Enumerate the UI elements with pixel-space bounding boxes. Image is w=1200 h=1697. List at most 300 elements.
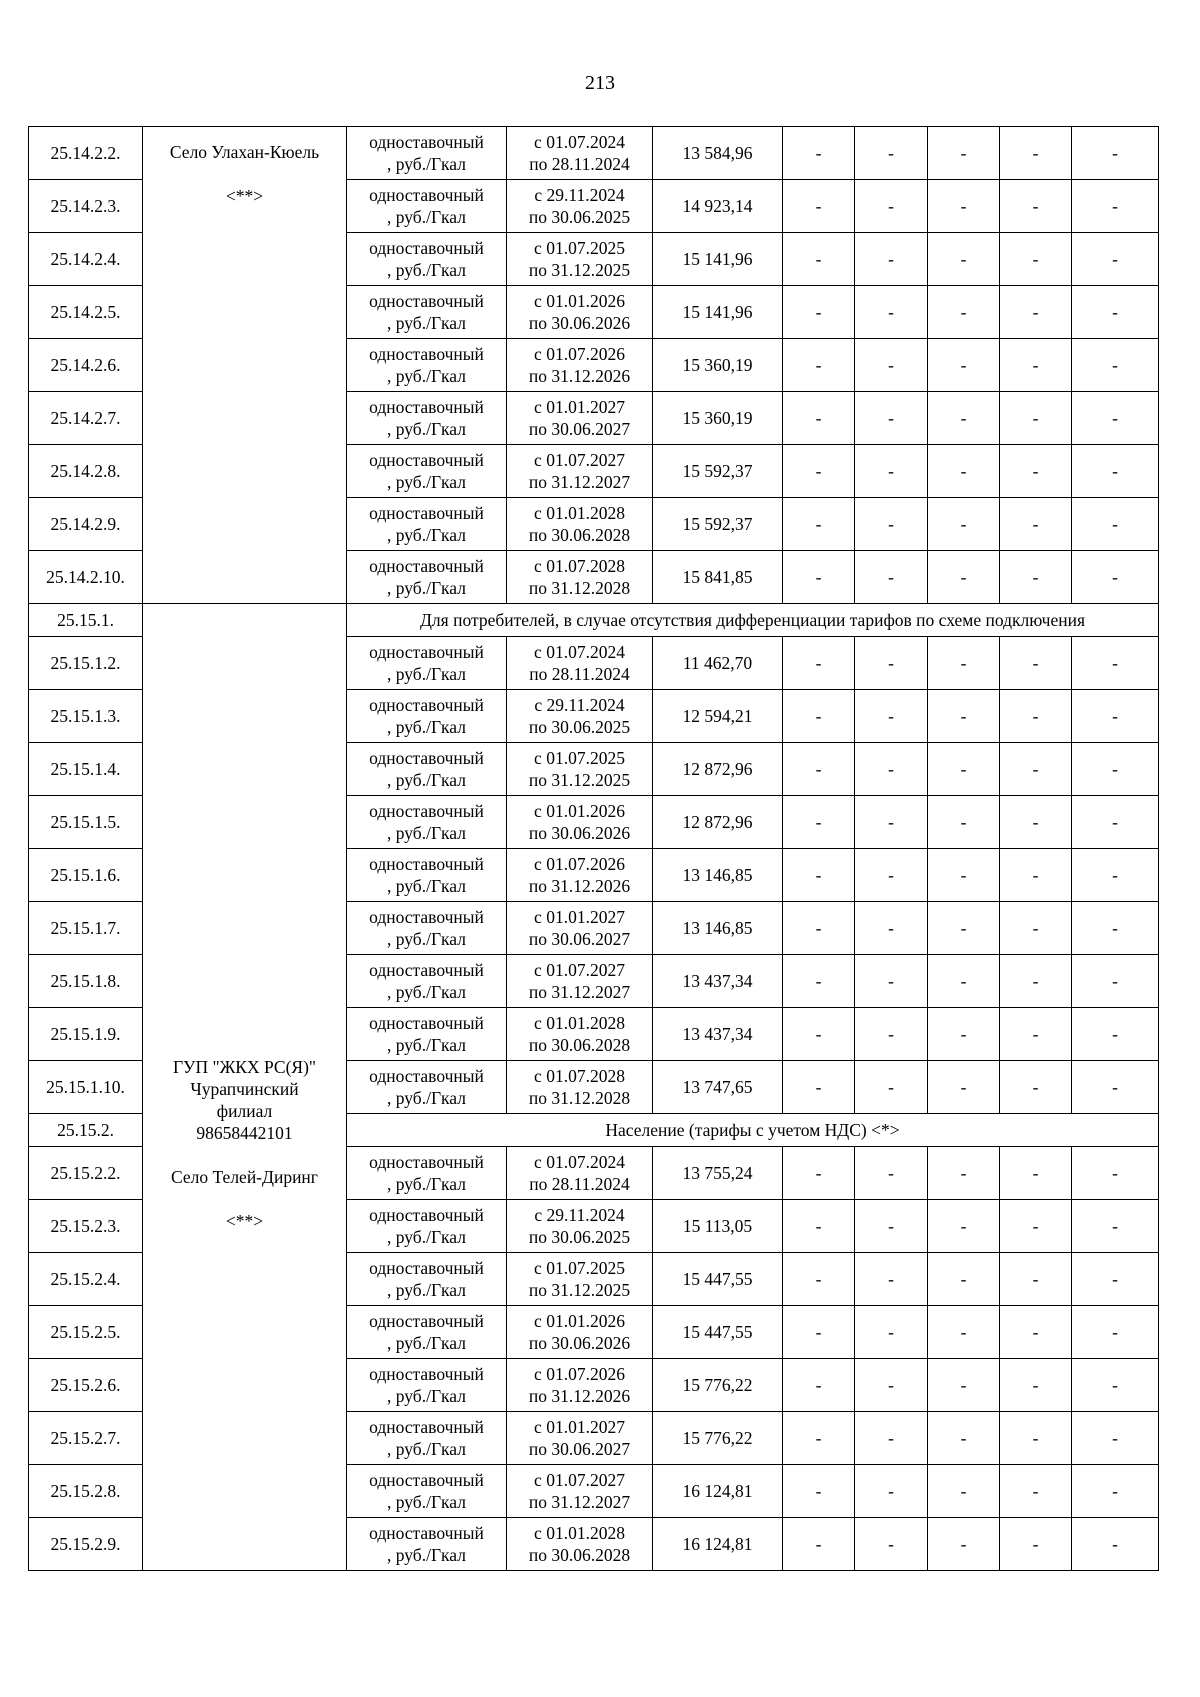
row-number: 25.15.1.8.	[29, 955, 143, 1008]
empty-value: -	[928, 1147, 1000, 1200]
tariff-type-line1: одноставочный	[369, 1523, 484, 1543]
row-number: 25.14.2.10.	[29, 551, 143, 604]
tariff-value: 15 360,19	[653, 392, 783, 445]
tariff-type	[347, 637, 507, 690]
empty-value: -	[783, 1008, 855, 1061]
tariff-type-line1: одноставочный	[369, 960, 484, 980]
period-to: по 31.12.2028	[528, 578, 631, 598]
empty-value: -	[1072, 127, 1159, 180]
empty-value: -	[928, 392, 1000, 445]
tariff-value: 13 146,85	[653, 849, 783, 902]
tariff-type	[347, 286, 507, 339]
period-to: по 31.12.2025	[528, 260, 631, 280]
tariff-type	[347, 796, 507, 849]
tariff-type-line2: , руб./Гкал	[387, 366, 466, 386]
tariff-type	[347, 1061, 507, 1114]
tariff-value: 12 872,96	[653, 743, 783, 796]
period-from: с 01.07.2027	[534, 450, 625, 470]
empty-value: -	[783, 796, 855, 849]
empty-value: -	[783, 1253, 855, 1306]
empty-value: -	[1000, 637, 1072, 690]
empty-value: -	[855, 1465, 928, 1518]
period-from: с 29.11.2024	[534, 185, 625, 205]
empty-value: -	[1000, 551, 1072, 604]
empty-value: -	[783, 1412, 855, 1465]
empty-value: -	[1072, 955, 1159, 1008]
empty-value: -	[783, 127, 855, 180]
empty-value: -	[783, 690, 855, 743]
period-to: по 30.06.2027	[528, 1439, 631, 1459]
empty-value: -	[1072, 1200, 1159, 1253]
organization-name-line1: ГУП "ЖКХ РС(Я)"	[172, 1057, 317, 1077]
row-number: 25.14.2.2.	[29, 127, 143, 180]
empty-value: -	[928, 445, 1000, 498]
period	[507, 690, 653, 743]
row-number: 25.15.1.9.	[29, 1008, 143, 1061]
period	[507, 392, 653, 445]
tariff-value: 15 776,22	[653, 1412, 783, 1465]
empty-value: -	[1072, 902, 1159, 955]
tariff-type-line2: , руб./Гкал	[387, 1545, 466, 1565]
empty-value: -	[1000, 743, 1072, 796]
empty-value: -	[855, 637, 928, 690]
empty-value: -	[928, 690, 1000, 743]
empty-value: -	[783, 180, 855, 233]
tariff-value: 15 360,19	[653, 339, 783, 392]
empty-value: -	[1072, 1306, 1159, 1359]
period	[507, 127, 653, 180]
tariff-type-line2: , руб./Гкал	[387, 154, 466, 174]
row-number: 25.14.2.3.	[29, 180, 143, 233]
tariff-type	[347, 1518, 507, 1571]
tariff-type	[347, 233, 507, 286]
empty-value: -	[928, 1518, 1000, 1571]
empty-value: -	[928, 637, 1000, 690]
empty-value: -	[855, 902, 928, 955]
period	[507, 1200, 653, 1253]
tariff-type-line2: , руб./Гкал	[387, 876, 466, 896]
period	[507, 1518, 653, 1571]
tariff-type-line1: одноставочный	[369, 1311, 484, 1331]
organization-name-line3: филиал	[216, 1101, 273, 1121]
tariff-value: 15 592,37	[653, 498, 783, 551]
tariff-type-line2: , руб./Гкал	[387, 1174, 466, 1194]
section-row	[29, 604, 1159, 637]
empty-value: -	[855, 392, 928, 445]
empty-value: -	[1072, 1061, 1159, 1114]
location-note: <**>	[225, 186, 264, 206]
empty-value: -	[928, 1061, 1000, 1114]
empty-value: -	[1000, 955, 1072, 1008]
tariff-value: 15 113,05	[653, 1200, 783, 1253]
table-row	[29, 127, 1159, 180]
empty-value: -	[783, 1147, 855, 1200]
empty-value: -	[855, 127, 928, 180]
organization-name-line2: Чурапчинский	[190, 1079, 299, 1099]
section-number: 25.15.1.	[29, 604, 143, 637]
tariff-type-line2: , руб./Гкал	[387, 525, 466, 545]
period	[507, 233, 653, 286]
row-number: 25.15.2.4.	[29, 1253, 143, 1306]
tariff-type-line1: одноставочный	[369, 185, 484, 205]
empty-value: -	[855, 955, 928, 1008]
empty-value: -	[928, 1008, 1000, 1061]
empty-value: -	[1000, 498, 1072, 551]
period-to: по 28.11.2024	[529, 1174, 630, 1194]
empty-value: -	[1000, 1465, 1072, 1518]
period	[507, 902, 653, 955]
tariff-type-line2: , руб./Гкал	[387, 664, 466, 684]
period-from: с 01.01.2028	[534, 1013, 625, 1033]
tariff-type-line2: , руб./Гкал	[387, 1333, 466, 1353]
tariff-value: 16 124,81	[653, 1465, 783, 1518]
empty-value: -	[855, 1147, 928, 1200]
tariff-type-line1: одноставочный	[369, 291, 484, 311]
tariff-type-line1: одноставочный	[369, 503, 484, 523]
period-from: с 01.01.2026	[534, 801, 625, 821]
empty-value: -	[783, 445, 855, 498]
empty-value: -	[1072, 498, 1159, 551]
tariff-type-line2: , руб./Гкал	[387, 982, 466, 1002]
period-to: по 30.06.2027	[528, 929, 631, 949]
tariff-type-line1: одноставочный	[369, 556, 484, 576]
row-number: 25.15.1.6.	[29, 849, 143, 902]
period-to: по 30.06.2025	[528, 1227, 631, 1247]
period-to: по 30.06.2026	[528, 823, 631, 843]
period	[507, 1147, 653, 1200]
period-from: с 01.07.2024	[534, 642, 625, 662]
empty-value: -	[1000, 1518, 1072, 1571]
empty-value: -	[1072, 1412, 1159, 1465]
tariff-type	[347, 339, 507, 392]
empty-value: -	[855, 233, 928, 286]
period-from: с 01.07.2025	[534, 748, 625, 768]
empty-value: -	[855, 1253, 928, 1306]
tariff-type-line2: , руб./Гкал	[387, 260, 466, 280]
table-body	[29, 127, 1159, 1571]
row-number: 25.14.2.6.	[29, 339, 143, 392]
tariff-value: 13 584,96	[653, 127, 783, 180]
empty-value: -	[1072, 180, 1159, 233]
period-from: с 01.07.2024	[534, 132, 625, 152]
empty-value: -	[1072, 339, 1159, 392]
empty-value: -	[1072, 392, 1159, 445]
tariff-value: 15 592,37	[653, 445, 783, 498]
period-from: с 01.01.2028	[534, 1523, 625, 1543]
empty-value: -	[855, 1306, 928, 1359]
empty-value: -	[1000, 1008, 1072, 1061]
tariff-value: 13 437,34	[653, 955, 783, 1008]
tariff-value: 13 437,34	[653, 1008, 783, 1061]
empty-value: -	[1072, 551, 1159, 604]
row-number: 25.15.2.3.	[29, 1200, 143, 1253]
tariff-value: 11 462,70	[653, 637, 783, 690]
tariff-value: 15 841,85	[653, 551, 783, 604]
tariff-type-line1: одноставочный	[369, 748, 484, 768]
period-from: с 01.07.2026	[534, 854, 625, 874]
tariff-type-line1: одноставочный	[369, 450, 484, 470]
empty-value: -	[1000, 1306, 1072, 1359]
tariff-type-line1: одноставочный	[369, 344, 484, 364]
tariff-type-line2: , руб./Гкал	[387, 1227, 466, 1247]
empty-value: -	[1072, 796, 1159, 849]
period	[507, 1359, 653, 1412]
tariff-type-line2: , руб./Гкал	[387, 207, 466, 227]
empty-value: -	[1000, 127, 1072, 180]
empty-value: -	[855, 743, 928, 796]
tariff-type	[347, 127, 507, 180]
tariff-type	[347, 1306, 507, 1359]
row-number: 25.14.2.7.	[29, 392, 143, 445]
tariff-type-line2: , руб./Гкал	[387, 929, 466, 949]
row-number: 25.15.2.2.	[29, 1147, 143, 1200]
location-name: Село Улахан-Кюель	[169, 142, 320, 162]
period-to: по 31.12.2026	[528, 366, 631, 386]
organization-cell	[143, 127, 347, 604]
empty-value: -	[1072, 1253, 1159, 1306]
organization-cell	[143, 604, 347, 1571]
period-to: по 30.06.2025	[528, 207, 631, 227]
tariff-value: 15 447,55	[653, 1306, 783, 1359]
period-to: по 31.12.2025	[528, 770, 631, 790]
tariff-value: 15 141,96	[653, 233, 783, 286]
empty-value: -	[1000, 1147, 1072, 1200]
empty-value: -	[855, 796, 928, 849]
tariff-type-line1: одноставочный	[369, 397, 484, 417]
empty-value: -	[1000, 339, 1072, 392]
empty-value: -	[928, 955, 1000, 1008]
row-number: 25.15.1.10.	[29, 1061, 143, 1114]
tariff-type-line2: , руб./Гкал	[387, 1386, 466, 1406]
empty-value: -	[928, 796, 1000, 849]
tariff-type-line2: , руб./Гкал	[387, 823, 466, 843]
period-from: с 01.07.2024	[534, 1152, 625, 1172]
empty-value: -	[1072, 286, 1159, 339]
period-from: с 01.07.2025	[534, 1258, 625, 1278]
period	[507, 1008, 653, 1061]
tariff-value: 13 146,85	[653, 902, 783, 955]
empty-value: -	[1072, 690, 1159, 743]
tariff-value: 13 747,65	[653, 1061, 783, 1114]
empty-value: -	[855, 1518, 928, 1571]
period	[507, 1465, 653, 1518]
period-from: с 01.07.2025	[534, 238, 625, 258]
empty-value: -	[855, 849, 928, 902]
tariff-type-line1: одноставочный	[369, 1152, 484, 1172]
empty-value: -	[928, 1306, 1000, 1359]
empty-value: -	[928, 1359, 1000, 1412]
empty-value: -	[1072, 1518, 1159, 1571]
period-from: с 01.07.2026	[534, 344, 625, 364]
row-number: 25.15.2.8.	[29, 1465, 143, 1518]
period-to: по 30.06.2028	[528, 1545, 631, 1565]
tariff-type	[347, 1008, 507, 1061]
period-from: с 01.01.2027	[534, 907, 625, 927]
tariff-type	[347, 1359, 507, 1412]
empty-value: -	[855, 1061, 928, 1114]
row-number: 25.14.2.9.	[29, 498, 143, 551]
empty-value: -	[1000, 233, 1072, 286]
period-to: по 28.11.2024	[529, 664, 630, 684]
tariff-type	[347, 445, 507, 498]
tariff-type	[347, 1200, 507, 1253]
tariff-type-line1: одноставочный	[369, 1417, 484, 1437]
period-to: по 31.12.2027	[528, 1492, 631, 1512]
tariff-value: 15 776,22	[653, 1359, 783, 1412]
page-number: 213	[585, 72, 615, 94]
empty-value: -	[1072, 637, 1159, 690]
tariff-type-line1: одноставочный	[369, 642, 484, 662]
empty-value: -	[1000, 902, 1072, 955]
tariff-type-line1: одноставочный	[369, 854, 484, 874]
empty-value: -	[1000, 1359, 1072, 1412]
tariff-type	[347, 180, 507, 233]
period	[507, 445, 653, 498]
period-to: по 30.06.2025	[528, 717, 631, 737]
period	[507, 637, 653, 690]
period-to: по 31.12.2027	[528, 472, 631, 492]
empty-value: -	[1000, 690, 1072, 743]
empty-value: -	[1072, 849, 1159, 902]
tariff-type-line2: , руб./Гкал	[387, 770, 466, 790]
tariff-type	[347, 392, 507, 445]
empty-value: -	[1000, 796, 1072, 849]
period	[507, 498, 653, 551]
tariff-value: 15 447,55	[653, 1253, 783, 1306]
period-to: по 31.12.2027	[528, 982, 631, 1002]
empty-value: -	[855, 445, 928, 498]
empty-value: -	[855, 1008, 928, 1061]
tariff-type-line1: одноставочный	[369, 1364, 484, 1384]
tariff-value: 12 594,21	[653, 690, 783, 743]
empty-value: -	[783, 286, 855, 339]
period	[507, 1306, 653, 1359]
tariff-type	[347, 551, 507, 604]
tariff-type-line1: одноставочный	[369, 907, 484, 927]
empty-value: -	[928, 1412, 1000, 1465]
tariff-value: 16 124,81	[653, 1518, 783, 1571]
row-number: 25.15.2.5.	[29, 1306, 143, 1359]
period	[507, 339, 653, 392]
period	[507, 1253, 653, 1306]
row-number: 25.14.2.8.	[29, 445, 143, 498]
tariff-type	[347, 1147, 507, 1200]
empty-value: -	[1072, 1147, 1159, 1200]
period	[507, 796, 653, 849]
period-from: с 29.11.2024	[534, 695, 625, 715]
row-number: 25.15.1.2.	[29, 637, 143, 690]
empty-value: -	[783, 743, 855, 796]
tariff-type	[347, 743, 507, 796]
empty-value: -	[928, 1465, 1000, 1518]
period-from: с 01.01.2026	[534, 291, 625, 311]
empty-value: -	[855, 1359, 928, 1412]
row-number: 25.15.2.6.	[29, 1359, 143, 1412]
section-title: Население (тарифы с учетом НДС) <*>	[347, 1114, 1159, 1147]
empty-value: -	[1072, 1359, 1159, 1412]
tariff-type-line1: одноставочный	[369, 695, 484, 715]
organization-code: 98658442101	[196, 1123, 293, 1143]
row-number: 25.15.2.9.	[29, 1518, 143, 1571]
period	[507, 955, 653, 1008]
period-to: по 30.06.2028	[528, 525, 631, 545]
tariff-type	[347, 1253, 507, 1306]
tariff-type	[347, 690, 507, 743]
empty-value: -	[855, 1412, 928, 1465]
empty-value: -	[1072, 1008, 1159, 1061]
empty-value: -	[783, 1061, 855, 1114]
empty-value: -	[1000, 849, 1072, 902]
empty-value: -	[855, 339, 928, 392]
period-from: с 01.01.2027	[534, 1417, 625, 1437]
empty-value: -	[855, 551, 928, 604]
tariff-type-line2: , руб./Гкал	[387, 578, 466, 598]
tariff-type-line1: одноставочный	[369, 132, 484, 152]
empty-value: -	[783, 1306, 855, 1359]
tariff-type-line2: , руб./Гкал	[387, 1439, 466, 1459]
tariff-type-line1: одноставочный	[369, 1066, 484, 1086]
tariff-type-line2: , руб./Гкал	[387, 1035, 466, 1055]
tariff-type-line2: , руб./Гкал	[387, 717, 466, 737]
empty-value: -	[928, 849, 1000, 902]
period-to: по 31.12.2028	[528, 1088, 631, 1108]
empty-value: -	[855, 286, 928, 339]
empty-value: -	[928, 127, 1000, 180]
tariff-table	[28, 126, 1159, 1571]
empty-value: -	[783, 1359, 855, 1412]
empty-value: -	[928, 286, 1000, 339]
empty-value: -	[928, 743, 1000, 796]
tariff-type-line1: одноставочный	[369, 238, 484, 258]
empty-value: -	[1000, 1412, 1072, 1465]
period-from: с 29.11.2024	[534, 1205, 625, 1225]
period-to: по 31.12.2026	[528, 876, 631, 896]
location-name: Село Телей-Диринг	[171, 1167, 318, 1187]
empty-value: -	[928, 180, 1000, 233]
empty-value: -	[783, 955, 855, 1008]
tariff-type-line2: , руб./Гкал	[387, 472, 466, 492]
period-to: по 31.12.2025	[528, 1280, 631, 1300]
empty-value: -	[1072, 445, 1159, 498]
tariff-type	[347, 498, 507, 551]
tariff-type	[347, 1465, 507, 1518]
empty-value: -	[1000, 1253, 1072, 1306]
row-number: 25.14.2.4.	[29, 233, 143, 286]
empty-value: -	[928, 233, 1000, 286]
empty-value: -	[783, 1465, 855, 1518]
period-from: с 01.01.2027	[534, 397, 625, 417]
empty-value: -	[1072, 233, 1159, 286]
period-to: по 30.06.2027	[528, 419, 631, 439]
row-number: 25.15.2.7.	[29, 1412, 143, 1465]
period-from: с 01.01.2026	[534, 1311, 625, 1331]
tariff-type-line2: , руб./Гкал	[387, 313, 466, 333]
period	[507, 180, 653, 233]
empty-value: -	[928, 339, 1000, 392]
tariff-type-line2: , руб./Гкал	[387, 1492, 466, 1512]
period-from: с 01.07.2028	[534, 1066, 625, 1086]
period	[507, 1061, 653, 1114]
row-number: 25.14.2.5.	[29, 286, 143, 339]
location-note: <**>	[225, 1211, 264, 1231]
empty-value: -	[783, 233, 855, 286]
empty-value: -	[855, 690, 928, 743]
section-number: 25.15.2.	[29, 1114, 143, 1147]
tariff-type-line1: одноставочный	[369, 1205, 484, 1225]
tariff-type-line1: одноставочный	[369, 1013, 484, 1033]
empty-value: -	[928, 498, 1000, 551]
row-number: 25.15.1.3.	[29, 690, 143, 743]
